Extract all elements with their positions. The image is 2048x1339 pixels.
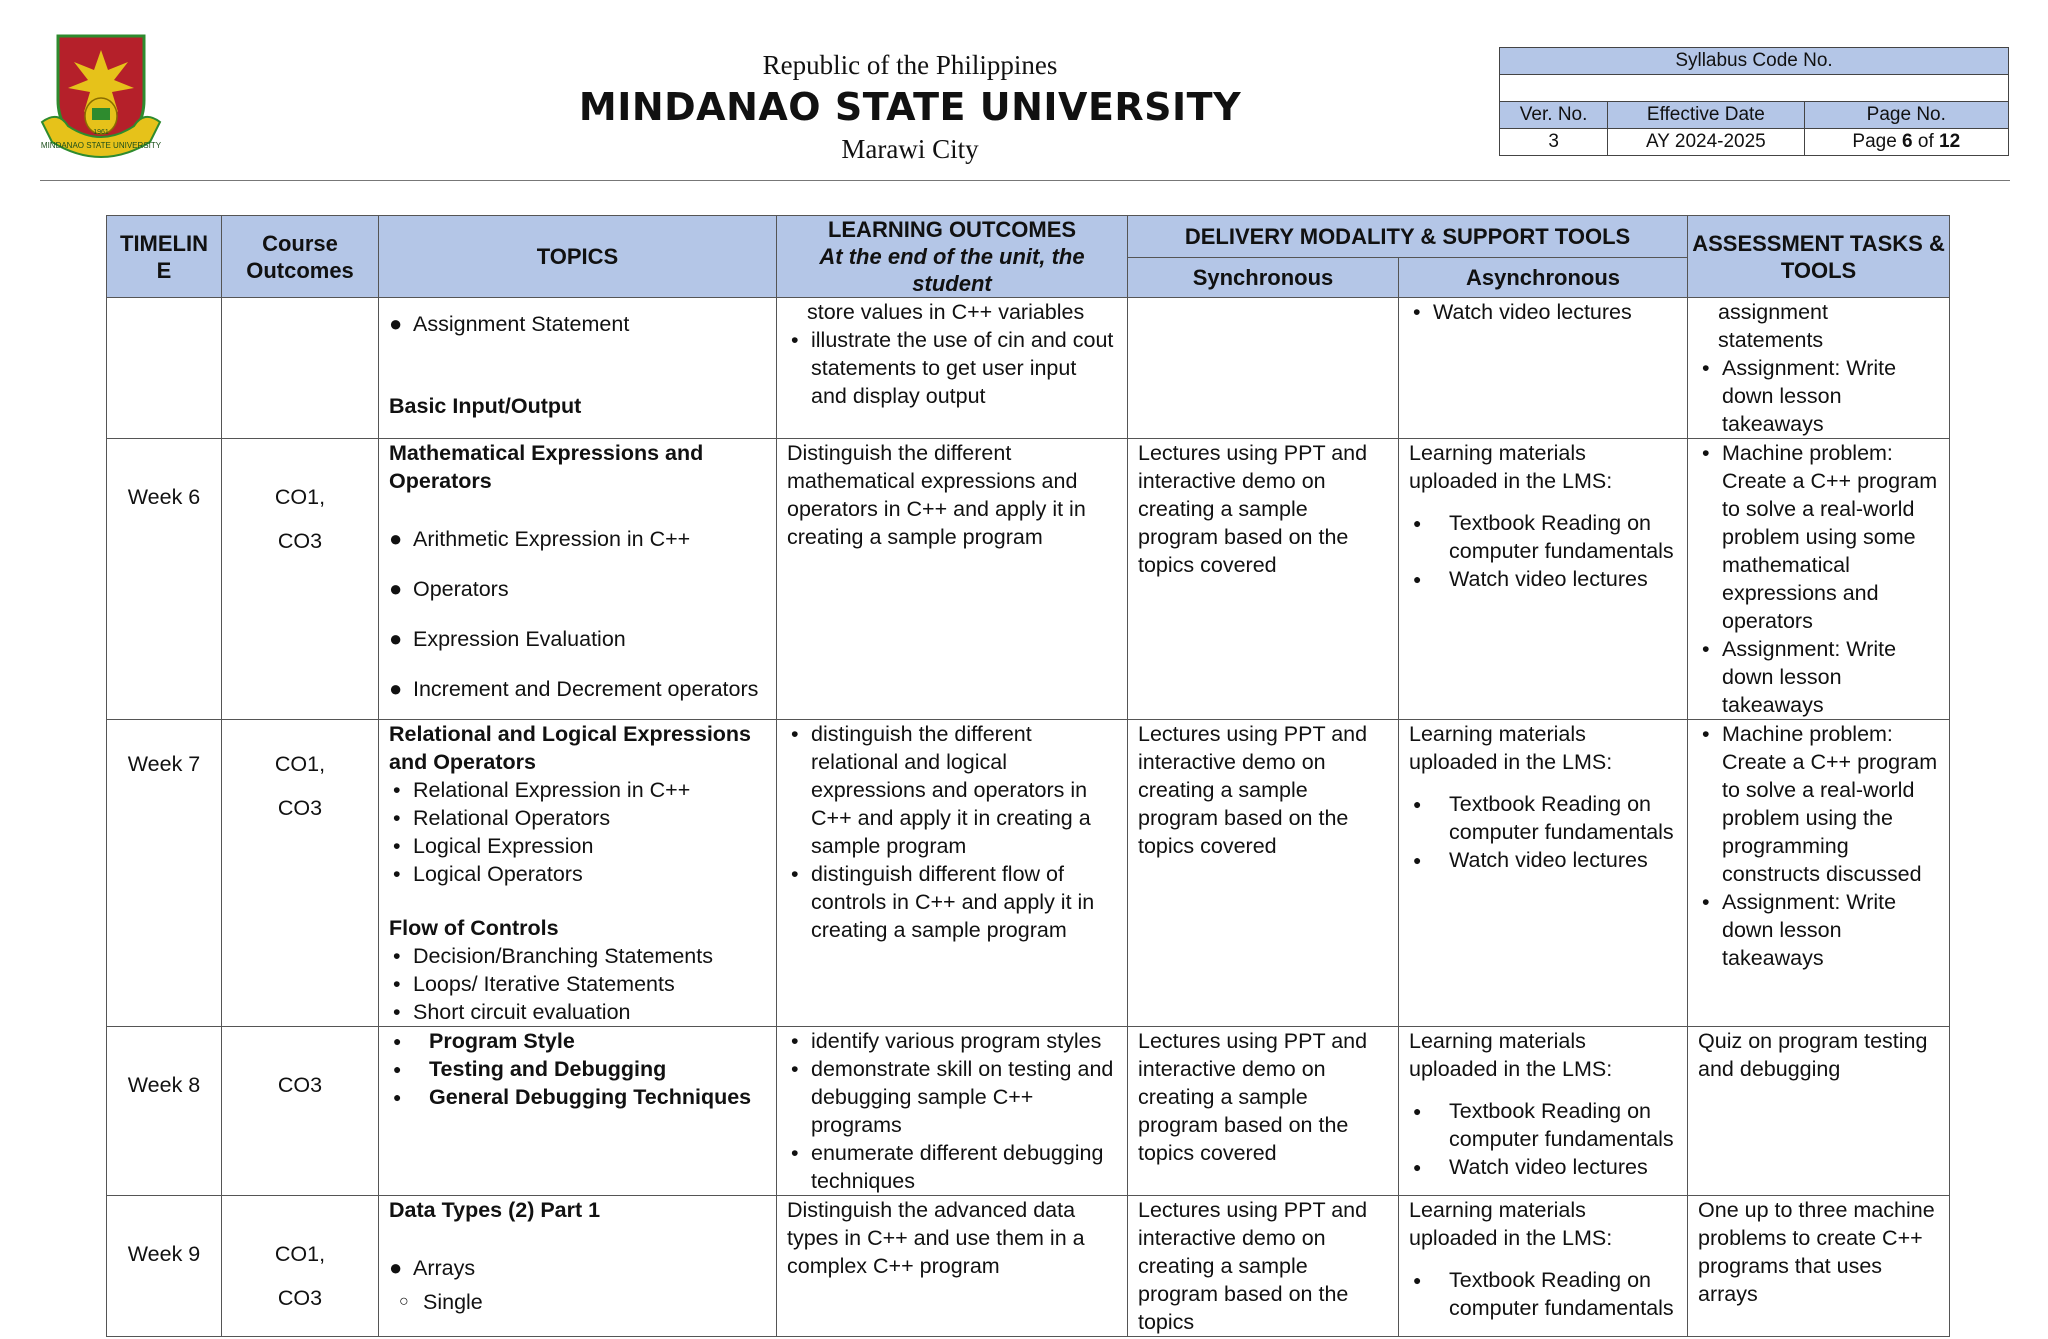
assessment-item: • Assignment: Write down lesson takeaways xyxy=(1698,354,1939,438)
topic-item: • Relational Operators xyxy=(389,804,766,832)
topic-heading: Mathematical Expressions and Operators xyxy=(389,441,704,493)
sync-text: Lectures using PPT and interactive demo on creating a sample program based on the topics xyxy=(1138,1198,1368,1334)
assessment-item: • Assignment: Write down lesson takeaways xyxy=(1698,635,1939,719)
city-text: Marawi City xyxy=(841,134,979,164)
assessment-cell xyxy=(1688,298,1950,439)
timeline-cell xyxy=(107,720,222,1027)
syllabus-code-value xyxy=(1500,75,2009,102)
col-topics: TOPICS xyxy=(379,216,777,298)
ver-value: 3 xyxy=(1500,129,1608,156)
topics-cell xyxy=(379,1196,777,1337)
async-intro: Learning materials uploaded in the LMS: xyxy=(1409,441,1613,493)
co-cell xyxy=(222,720,379,1027)
co-line-1: CO1, xyxy=(274,485,326,509)
async-intro: Learning materials uploaded in the LMS: xyxy=(1409,722,1613,774)
async-item: ● Watch video lectures xyxy=(1409,1153,1677,1181)
sync-cell xyxy=(1128,720,1399,1027)
page-no-label: Page No. xyxy=(1804,102,2008,129)
topics-cell xyxy=(379,298,777,439)
async-cell xyxy=(1399,439,1688,720)
effective-date-value: AY 2024-2025 xyxy=(1608,129,1804,156)
async-item: • Watch video lectures xyxy=(1409,298,1677,326)
lo-item: • enumerate different debugging techniques xyxy=(787,1139,1117,1195)
topic-item: ● Arrays xyxy=(389,1254,766,1282)
topic-item: ● Testing and Debugging xyxy=(389,1055,766,1083)
topic-heading: Relational and Logical Expressions and Operators xyxy=(389,722,752,774)
topic-item: • Logical Expression xyxy=(389,832,766,860)
async-item: ● Textbook Reading on computer fundamentals xyxy=(1409,1266,1677,1322)
col-assessment: ASSESSMENT TASKS & TOOLS xyxy=(1688,216,1950,298)
col-synchronous: Synchronous xyxy=(1128,257,1399,297)
assessment-continuation: assignment statements xyxy=(1718,300,1828,352)
co-line-2: CO3 xyxy=(277,529,323,553)
university-name: MINDANAO STATE UNIVERSITY xyxy=(578,85,1242,129)
page-no-value xyxy=(1804,129,2008,156)
lo-item: • identify various program styles xyxy=(787,1027,1117,1055)
async-intro: Learning materials uploaded in the LMS: xyxy=(1409,1029,1613,1081)
topic-item: ● General Debugging Techniques xyxy=(389,1083,766,1111)
syllabus-table xyxy=(106,215,1950,1337)
topic-heading: Data Types (2) Part 1 xyxy=(389,1198,601,1222)
effective-date-label: Effective Date xyxy=(1608,102,1804,129)
lo-cell xyxy=(777,298,1128,439)
topic-heading: Flow of Controls xyxy=(389,916,559,940)
async-item: ● Textbook Reading on computer fundamentals xyxy=(1409,790,1677,846)
topic-item: ● Operators xyxy=(389,575,766,603)
assessment-cell xyxy=(1688,439,1950,720)
week-label: Week 7 xyxy=(127,752,201,776)
co-cell xyxy=(222,1027,379,1196)
topic-item: ● Program Style xyxy=(389,1027,766,1055)
page-number: 6 xyxy=(1902,131,1913,152)
assessment-item: • Machine problem: Create a C++ program to solve a real-world problem using the programming constructs discussed xyxy=(1698,720,1939,888)
week-label: Week 8 xyxy=(127,1073,201,1097)
university-seal-icon xyxy=(38,30,164,170)
topic-heading: Basic Input/Output xyxy=(389,394,582,418)
republic-text: Republic of the Philippines xyxy=(762,50,1058,80)
col-asynchronous: Asynchronous xyxy=(1399,257,1688,297)
co-cell xyxy=(222,298,379,439)
col-learning-outcomes xyxy=(777,216,1128,298)
async-item: ● Watch video lectures xyxy=(1409,565,1677,593)
table-row xyxy=(107,1196,1950,1337)
lo-text: Distinguish the different mathematical expressions and operators in C++ and apply it in creating a sample program xyxy=(787,441,1086,549)
sync-text: Lectures using PPT and interactive demo on creating a sample program based on the topics covered xyxy=(1138,1029,1368,1165)
lo-text: Distinguish the advanced data types in C++ and use them in a complex C++ program xyxy=(787,1198,1085,1278)
page-prefix: Page xyxy=(1852,131,1903,152)
seal-year: 1961 xyxy=(93,129,109,136)
async-cell xyxy=(1399,1027,1688,1196)
timeline-cell xyxy=(107,439,222,720)
lo-cell xyxy=(777,720,1128,1027)
timeline-cell xyxy=(107,1196,222,1337)
seal-text: MINDANAO STATE UNIVERSITY xyxy=(40,141,162,150)
lo-cell xyxy=(777,1196,1128,1337)
topic-item: ● Expression Evaluation xyxy=(389,625,766,653)
async-cell xyxy=(1399,1196,1688,1337)
lo-cell xyxy=(777,1027,1128,1196)
async-item: ● Textbook Reading on computer fundamentals xyxy=(1409,1097,1677,1153)
topic-item: ● Assignment Statement xyxy=(389,310,766,338)
assessment-text: One up to three machine problems to create C++ programs that uses arrays xyxy=(1698,1198,1935,1306)
topic-subitem: ○ Single xyxy=(389,1288,766,1316)
header-divider xyxy=(40,180,2010,181)
assessment-item: • Assignment: Write down lesson takeaways xyxy=(1698,888,1939,972)
co-line-2: CO3 xyxy=(277,796,323,820)
topic-item: • Short circuit evaluation xyxy=(389,998,766,1026)
topics-cell xyxy=(379,1027,777,1196)
co-line-1: CO1, xyxy=(274,752,326,776)
sync-cell xyxy=(1128,1196,1399,1337)
ver-label: Ver. No. xyxy=(1500,102,1608,129)
lo-cell xyxy=(777,439,1128,720)
page-of: of xyxy=(1912,131,1940,152)
week-label: Week 9 xyxy=(127,1242,201,1266)
lo-item: • illustrate the use of cin and cout statements to get user input and display output xyxy=(787,326,1117,410)
timeline-cell xyxy=(107,1027,222,1196)
timeline-cell xyxy=(107,298,222,439)
sync-cell xyxy=(1128,1027,1399,1196)
async-item: ● Watch video lectures xyxy=(1409,846,1677,874)
assessment-cell xyxy=(1688,1027,1950,1196)
topic-item: ● Increment and Decrement operators xyxy=(389,675,766,703)
async-intro: Learning materials uploaded in the LMS: xyxy=(1409,1198,1613,1250)
async-cell xyxy=(1399,298,1688,439)
lo-item: • distinguish different flow of controls in C++ and apply it in creating a sample program xyxy=(787,860,1117,944)
async-item: ● Textbook Reading on computer fundamentals xyxy=(1409,509,1677,565)
topic-item: • Decision/Branching Statements xyxy=(389,942,766,970)
topic-item: ● Arithmetic Expression in C++ xyxy=(389,525,766,553)
topics-cell xyxy=(379,720,777,1027)
assessment-item: • Machine problem: Create a C++ program to solve a real-world problem using some mathematical expressions and operators xyxy=(1698,439,1939,635)
assessment-cell xyxy=(1688,720,1950,1027)
async-cell xyxy=(1399,720,1688,1027)
co-cell xyxy=(222,439,379,720)
co-cell xyxy=(222,1196,379,1337)
learning-outcomes-title: LEARNING OUTCOMES xyxy=(827,217,1077,242)
topic-item: • Relational Expression in C++ xyxy=(389,776,766,804)
page-total: 12 xyxy=(1939,131,1961,152)
syllabus-code-box xyxy=(1499,47,2009,156)
table-row xyxy=(107,298,1950,439)
sync-text: Lectures using PPT and interactive demo on creating a sample program based on the topics covered xyxy=(1138,441,1368,577)
co-line-1: CO1, xyxy=(274,1242,326,1266)
sync-cell xyxy=(1128,439,1399,720)
co-line-2: CO3 xyxy=(277,1286,323,1310)
week-label: Week 6 xyxy=(127,485,201,509)
table-row xyxy=(107,1027,1950,1196)
lo-continuation: store values in C++ variables xyxy=(807,300,1085,324)
col-delivery: DELIVERY MODALITY & SUPPORT TOOLS xyxy=(1128,216,1688,258)
sync-cell xyxy=(1128,298,1399,439)
lo-item: • demonstrate skill on testing and debugging sample C++ programs xyxy=(787,1055,1117,1139)
topic-item: • Loops/ Iterative Statements xyxy=(389,970,766,998)
topic-item: • Logical Operators xyxy=(389,860,766,888)
header-title-block xyxy=(560,48,1260,166)
lo-item: • distinguish the different relational and logical expressions and operators in C++ and apply it in creating a sample program xyxy=(787,720,1117,860)
table-row xyxy=(107,439,1950,720)
topics-cell xyxy=(379,439,777,720)
co-line-1: CO3 xyxy=(277,1073,323,1097)
table-row xyxy=(107,720,1950,1027)
assessment-cell xyxy=(1688,1196,1950,1337)
col-course-outcomes: Course Outcomes xyxy=(222,216,379,298)
page-header xyxy=(0,0,2048,185)
learning-outcomes-subtitle: At the end of the unit, the student xyxy=(819,244,1085,296)
sync-text: Lectures using PPT and interactive demo on creating a sample program based on the topics covered xyxy=(1138,722,1368,858)
assessment-text: Quiz on program testing and debugging xyxy=(1698,1029,1928,1081)
col-timeline: TIMELIN E xyxy=(107,216,222,298)
syllabus-code-label: Syllabus Code No. xyxy=(1500,48,2009,75)
